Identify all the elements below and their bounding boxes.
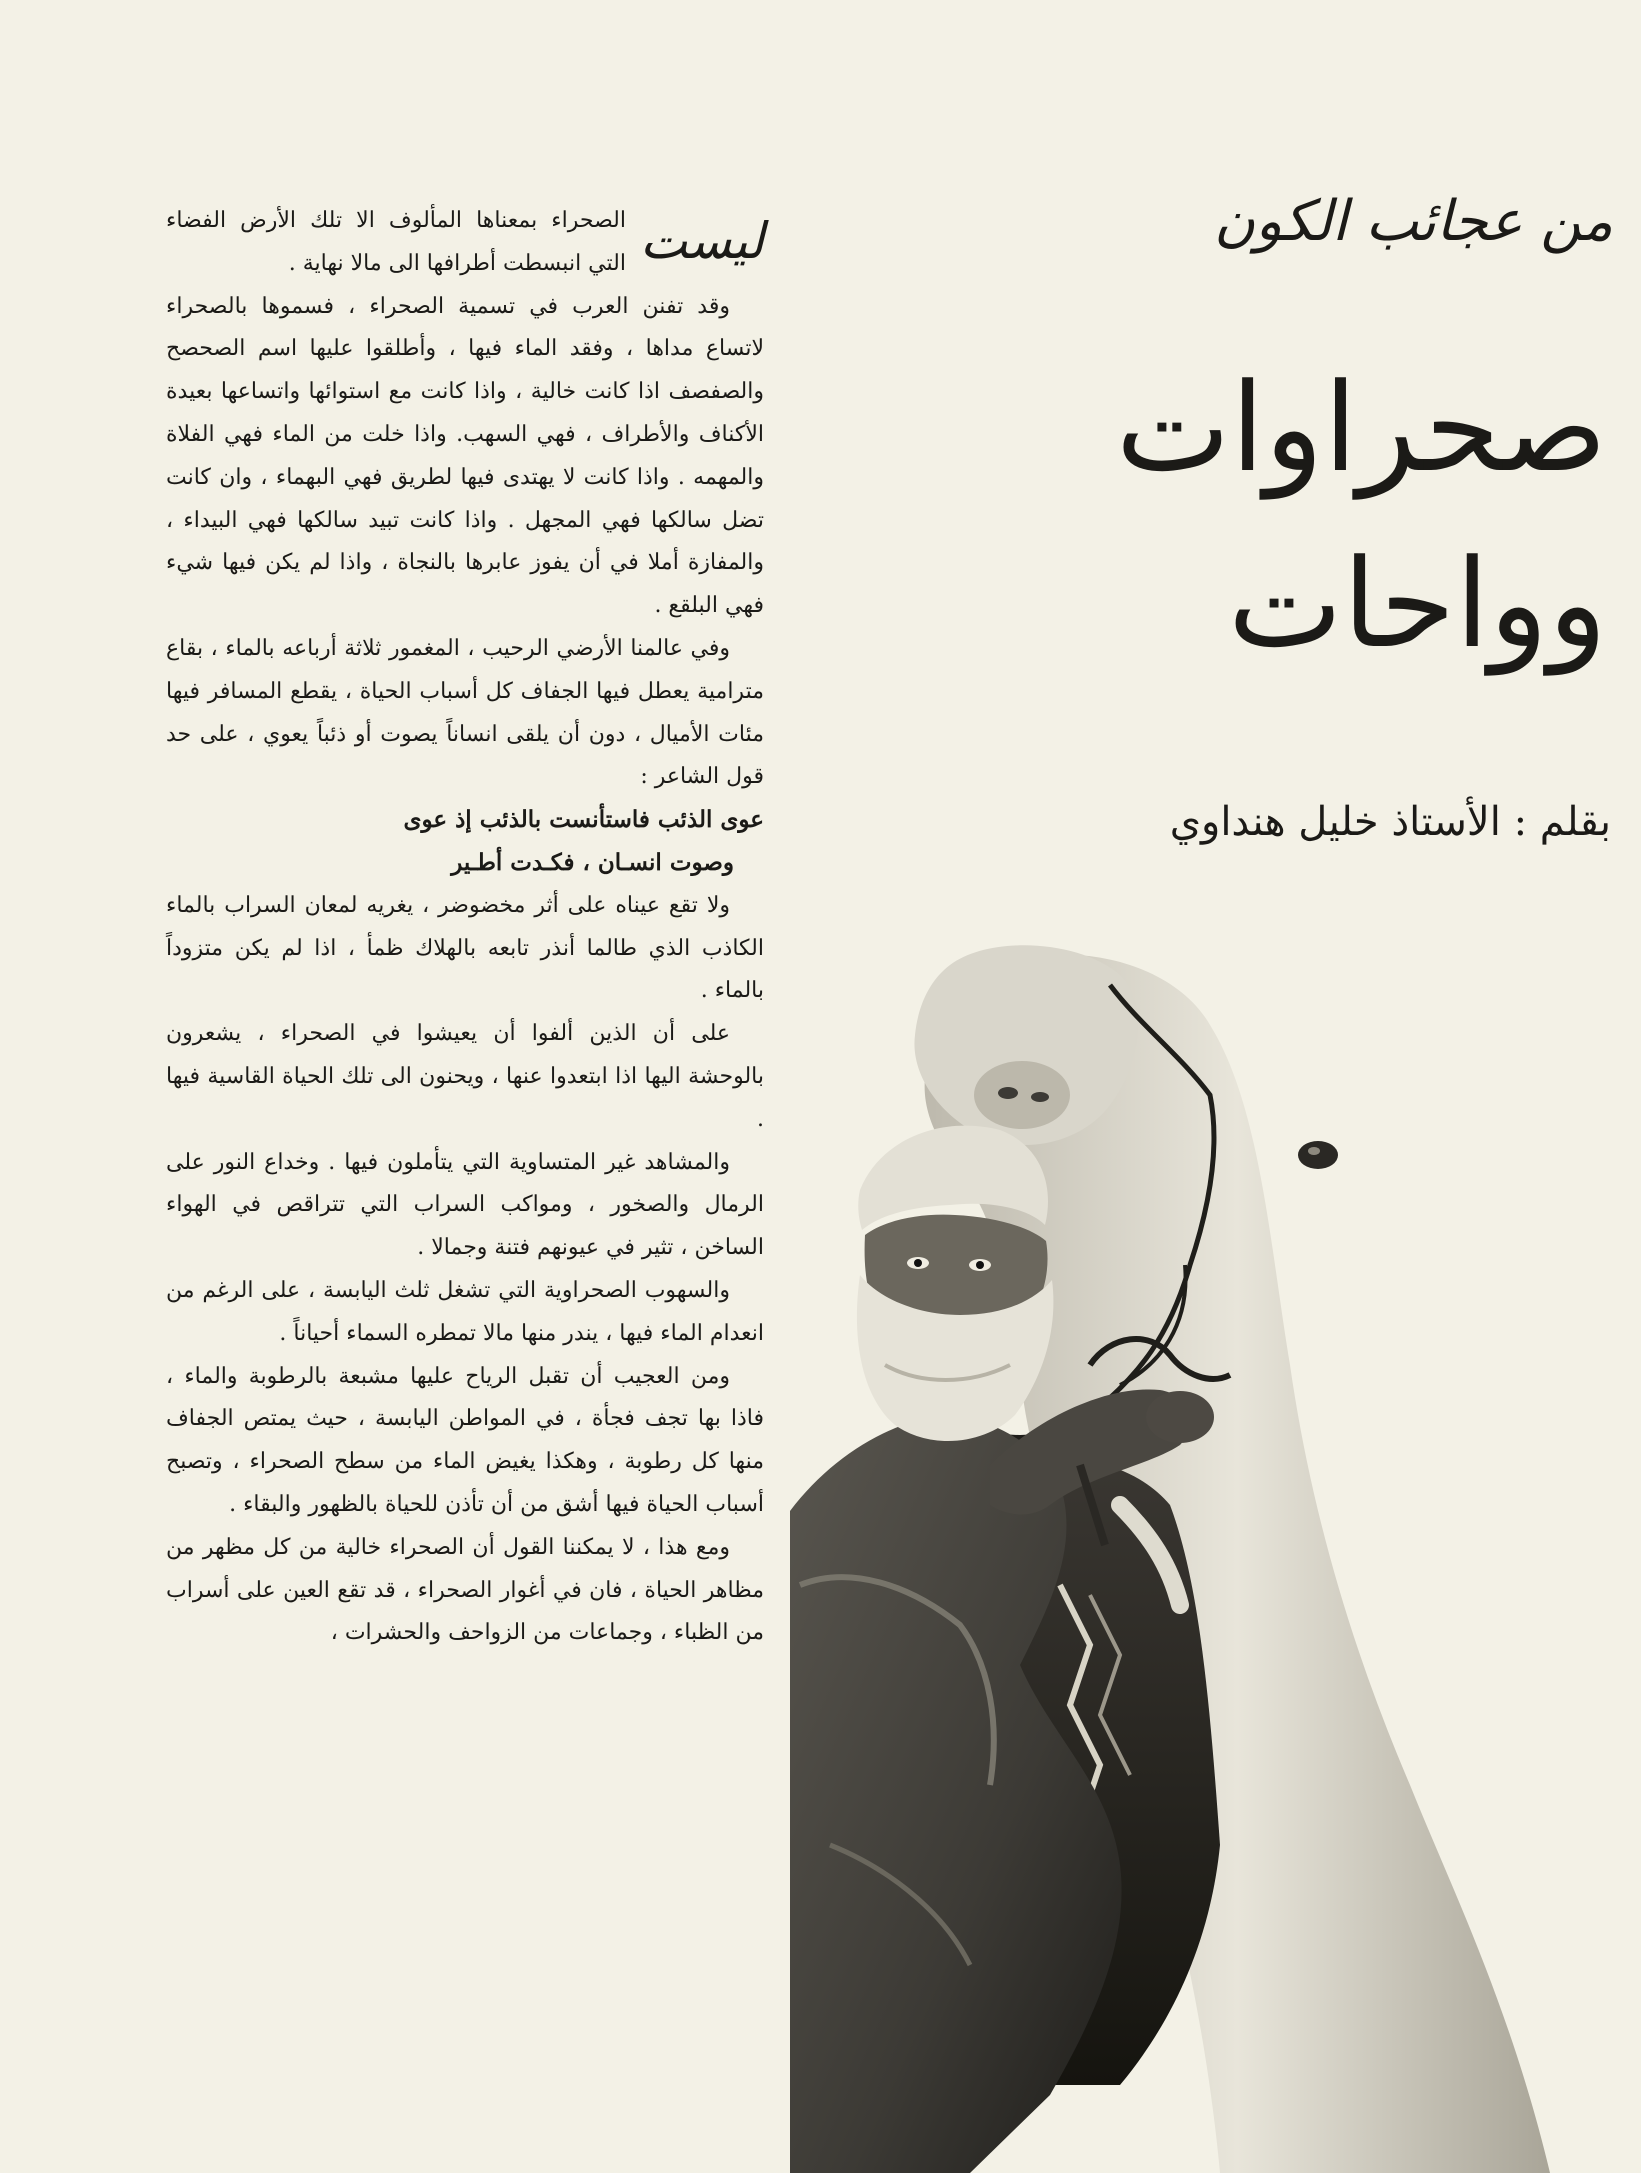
- article-title-line-2: وواحات: [1227, 533, 1607, 675]
- article-body: [166, 200, 764, 1655]
- camel-eye: [1298, 1141, 1338, 1169]
- article-paragraph-5: على أن الذين ألفوا أن يعيشوا في الصحراء ، يشعرون بالوحشة اليها اذا ابتعدوا عنها ، ويحنون الى تلك الحياة القاسية فيها .: [166, 1021, 764, 1132]
- author-byline: بقلم : الأستاذ خليل هنداوي: [1169, 799, 1611, 845]
- series-label: من عجائب الكون: [1213, 189, 1613, 254]
- article-paragraph-3: وفي عالمنا الأرضي الرحيب ، المغمور ثلاثة أرباعه بالماء ، بقاع مترامية يعطل فيها الجفاف كل أسباب الحياة ، يقطع المسافر فيها مئات الأميال ، دون أن يلقى انساناً يصوت أو ذئباً يعوي ، على حد قول الشاعر :: [166, 635, 764, 790]
- poem-verse-1: عوى الذئب فاستأنست بالذئب إذ عوى: [403, 806, 764, 834]
- article-paragraph-8: ومن العجيب أن تقبل الرياح عليها مشبعة بالرطوبة والماء ، فاذا بها تجف فجأة ، في المواطن اليابسة ، حيث يمتص الجفاف منها كل رطوبة ، وهكذا يغيض الماء من سطح الصحراء ، وتصبح أسباب الحياة فيها أشق من أن تأذن للحياة بالظهور والبقاء .: [166, 1363, 764, 1517]
- poem-verse-2: وصوت انسـان ، فكـدت أطـير: [451, 848, 734, 876]
- article-paragraph-1: الصحراء بمعناها المألوف الا تلك الأرض الفضاء التي انبسطت أطرافها الى مالا نهاية .: [166, 208, 626, 276]
- rider-hand: [1146, 1391, 1214, 1443]
- article-paragraph-9: ومع هذا ، لا يمكننا القول أن الصحراء خالية من كل مظهر من مظاهر الحياة ، فان في أغوار الصحراء ، قد تقع العين على أسراب من الظباء ، وجماعات من الزواحف والحشرات ،: [166, 1534, 764, 1646]
- lead-word: ليست: [639, 212, 764, 270]
- article-title-line-1: صحراوات: [1115, 357, 1607, 499]
- camel-rider-photo: [790, 945, 1550, 2173]
- article-paragraph-6: والمشاهد غير المتساوية التي يتأملون فيها . وخداع النور على الرمال والصخور ، ومواكب السراب التي تتراقص في الهواء الساخن ، تثير في عيونهم فتنة وجمالا .: [166, 1149, 764, 1261]
- article-paragraph-4: ولا تقع عيناه على أثر مخضوضر ، يغريه لمعان السراب بالماء الكاذب الذي طالما أنذر تابعه بالهلاك ظمأ ، اذا لم يكن متزوداً بالماء .: [166, 892, 764, 1004]
- article-paragraph-7: والسهوب الصحراوية التي تشغل ثلث اليابسة ، على الرغم من انعدام الماء فيها ، يندر منها مالا تمطره السماء أحياناً .: [166, 1277, 764, 1346]
- article-paragraph-2: وقد تفنن العرب في تسمية الصحراء ، فسموها بالصحراء لاتساع مداها ، وفقد الماء فيها ، وأطلقوا عليها اسم الصحصح والصفصف اذا كانت خالية ، واذا كانت مع استوائها واتساعها بعيدة الأكناف والأطراف ، فهي السهب. واذا خلت من الماء فهي الفلاة والمهمه . واذا كانت لا يهتدى فيها لطريق فهي البهماء ، وان كانت تضل سالكها فهي المجهل . واذا كانت تبيد سالكها فهي البيداء ، والمفازة أملا في أن يفوز عابرها بالنجاة ، واذا لم يكن فيها شيء فهي البلقع .: [166, 293, 764, 619]
